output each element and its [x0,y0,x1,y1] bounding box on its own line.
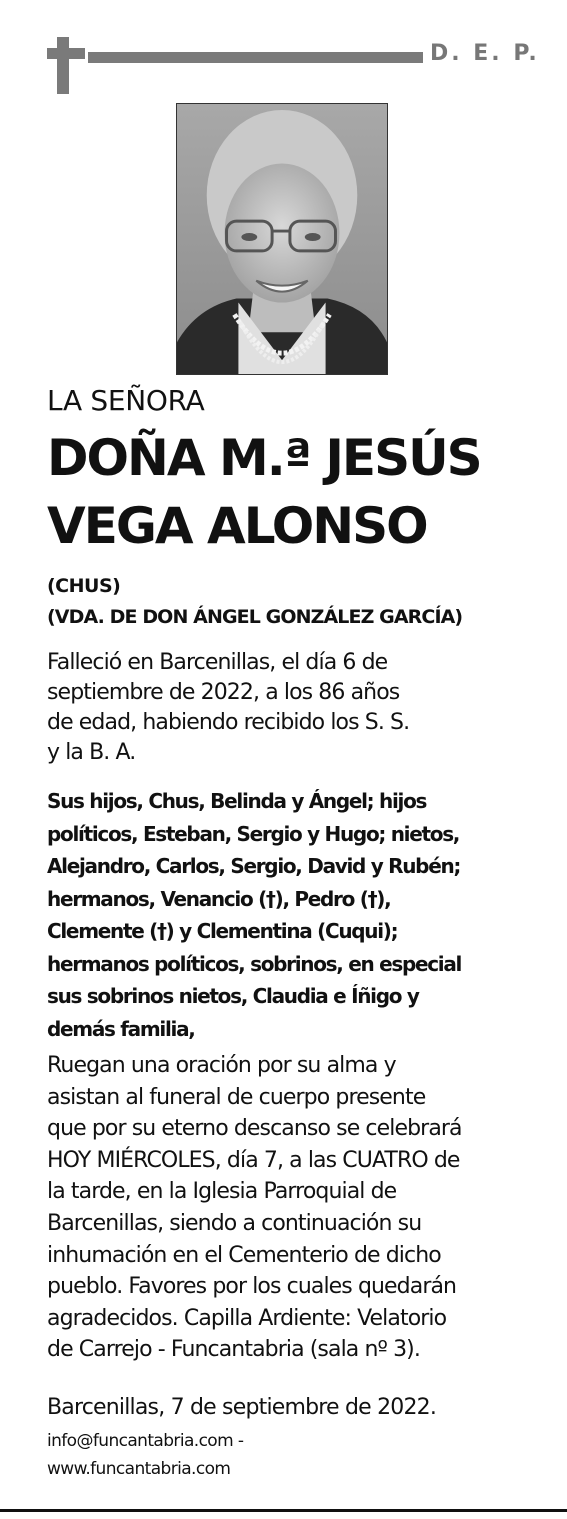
bottom-rule [0,1509,567,1512]
header-rule [88,52,423,63]
death-notice-line: de edad, habiendo recibido los S. S. [47,710,410,735]
family-line: hermanos, Venancio (†), Pedro (†), [47,886,391,911]
title-prefix: LA SEÑORA [47,384,205,417]
portrait-photo [176,103,388,375]
family-line: Alejandro, Carlos, Sergio, David y Rubén; [47,854,461,878]
dep-label: D. E. P. [430,41,540,66]
funeral-line: de Carrejo - Funcantabria (sala nº 3). [47,1337,420,1363]
email-link[interactable]: info@funcantabria.com - [47,1431,244,1451]
family-line: Clemente (†) y Clementina (Cuqui); [47,919,398,943]
cross-icon [57,37,69,94]
funeral-line: pueblo. Favores por los cuales quedarán [47,1274,457,1300]
family-line: hermanos políticos, sobrinos, en especial [47,951,462,976]
place-date: Barcenillas, 7 de septiembre de 2022. [47,1395,437,1420]
funeral-line: Barcenillas, siendo a continuación su [47,1210,422,1236]
funeral-line: Ruegan una oración por su alma y [47,1053,396,1078]
widow-of: (VDA. DE DON ÁNGEL GONZÁLEZ GARCÍA) [47,606,463,628]
funeral-line: agradecidos. Capilla Ardiente: Velatorio [47,1305,447,1331]
family-line: sus sobrinos nietos, Claudia e Íñigo y [47,984,419,1008]
death-notice-line: septiembre de 2022, a los 86 años [47,680,400,705]
family-line: políticos, Esteban, Sergio y Hugo; nietos, [47,821,460,846]
family-line: demás familia, [47,1016,195,1041]
portrait-image [177,104,387,374]
deceased-name-line1: DOÑA M.ª JESÚS [47,429,481,487]
contact-info [47,1427,243,1483]
funeral-line: que por su eterno descanso se celebrará [47,1116,462,1142]
family-paragraph [47,785,461,1045]
death-notice-line: Falleció en Barcenillas, el día 6 de [47,650,388,675]
funeral-line: la tarde, en la Iglesia Parroquial de [47,1179,397,1205]
death-notice-paragraph [47,648,409,768]
funeral-line: inhumación en el Cementerio de dicho [47,1242,441,1268]
funeral-line: asistan al funeral de cuerpo presente [47,1084,426,1110]
nickname: (CHUS) [47,575,121,597]
death-notice-line: y la B. A. [47,740,136,765]
cross-icon-arm [47,48,85,59]
family-line: Sus hijos, Chus, Belinda y Ángel; hijos [47,789,427,813]
deceased-name-line2: VEGA ALONSO [47,497,427,555]
funeral-line: HOY MIÉRCOLES, día 7, a las CUATRO de [47,1147,460,1173]
funeral-paragraph [47,1050,462,1366]
website-link[interactable]: www.funcantabria.com [47,1459,231,1479]
